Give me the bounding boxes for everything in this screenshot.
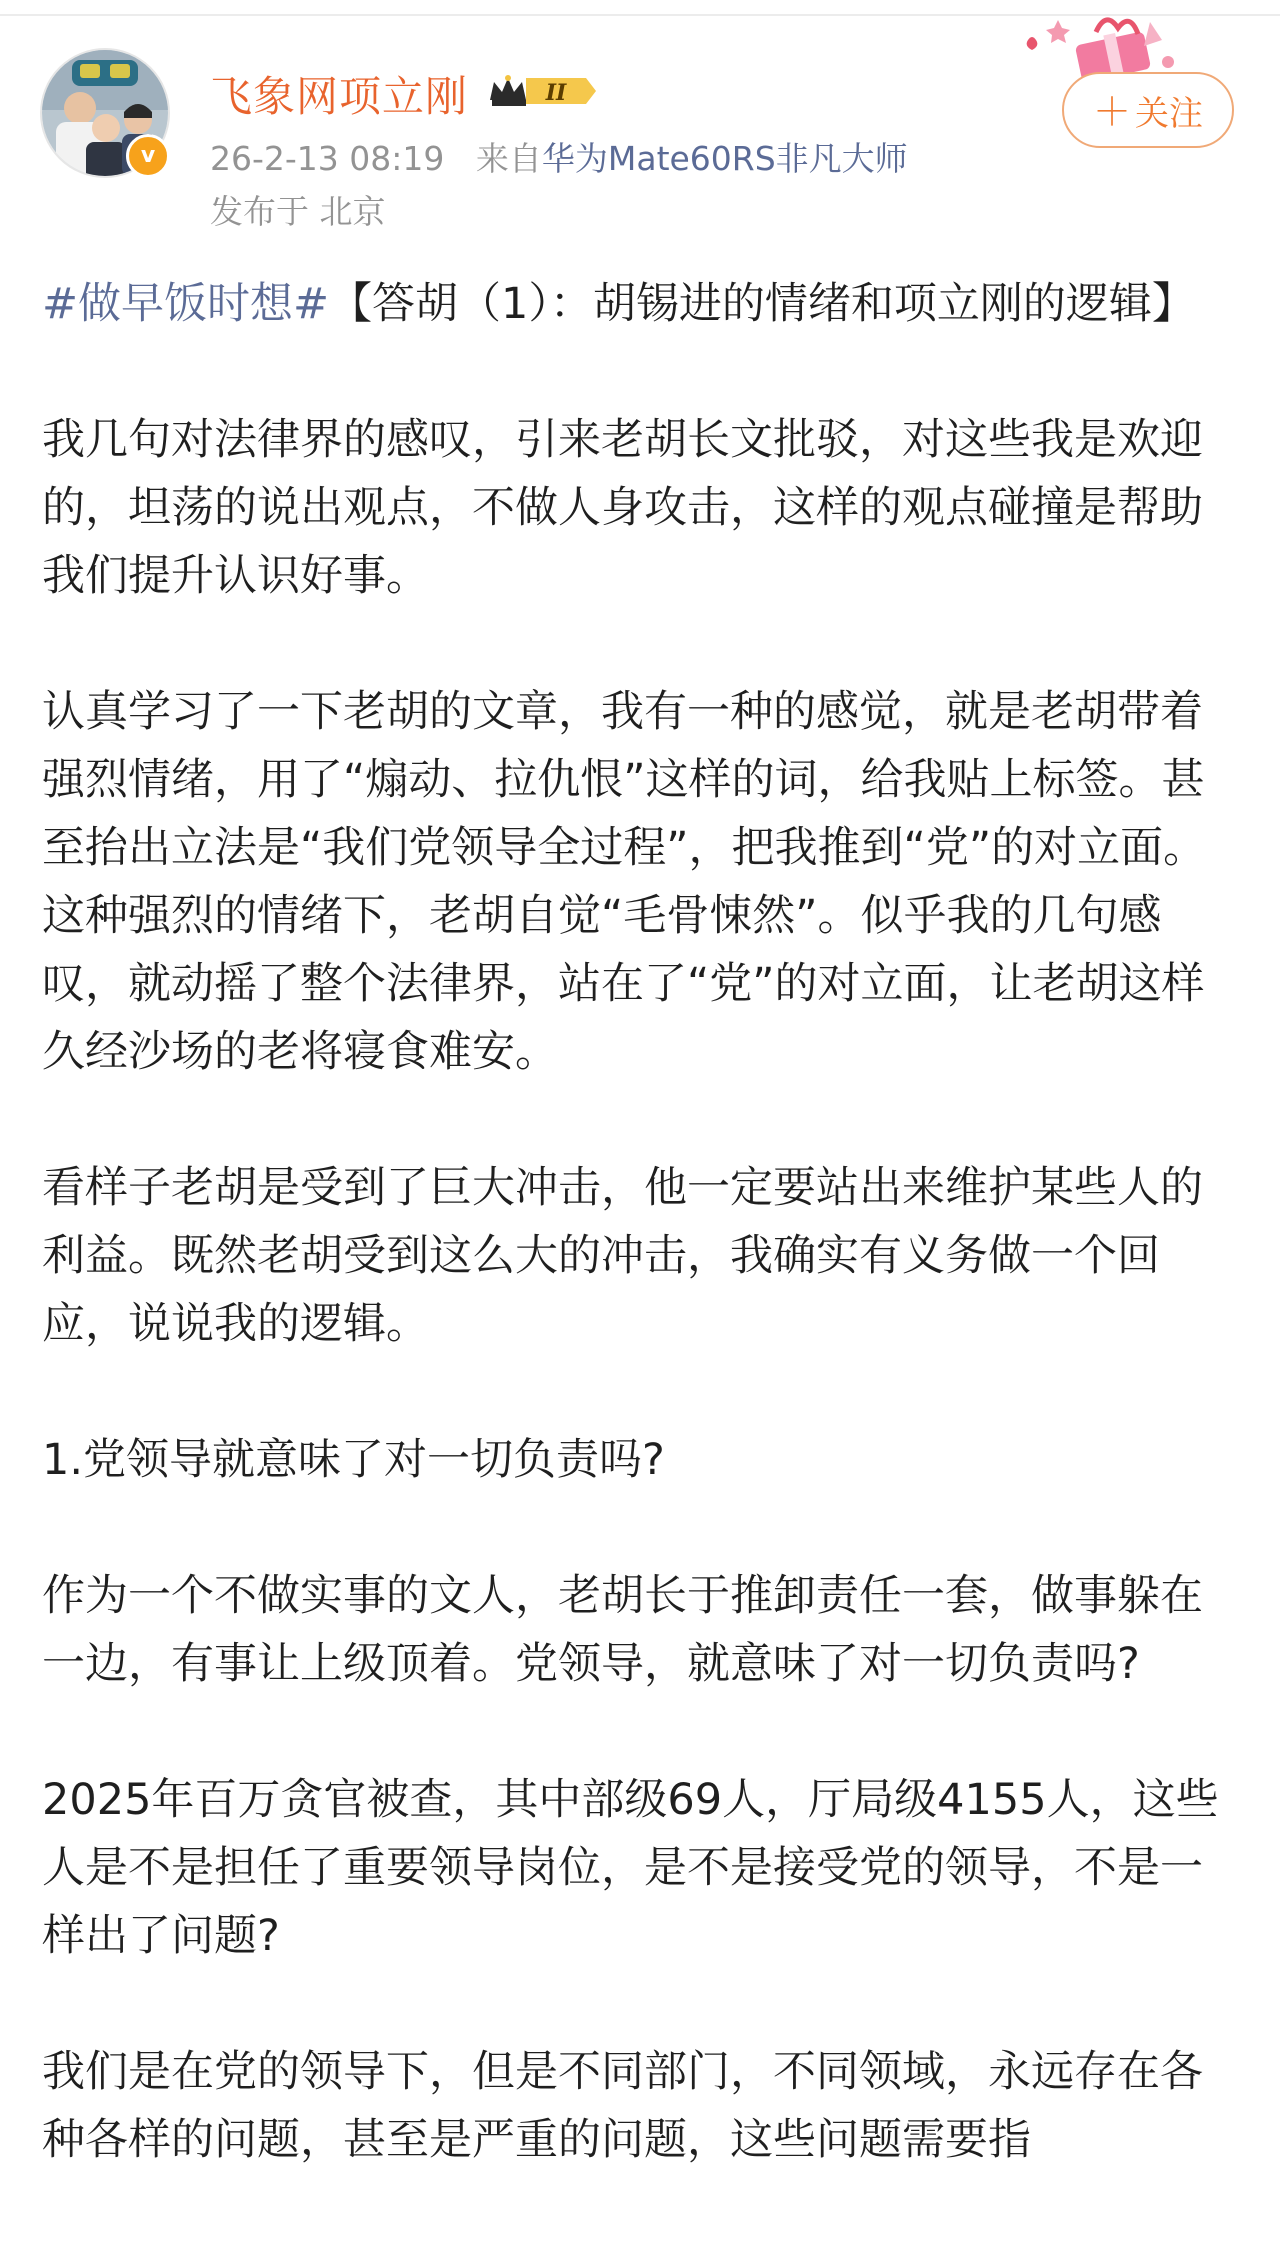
post-paragraph: 认真学习了一下老胡的文章，我有一种的感觉，就是老胡带着强烈情绪，用了“煽动、拉仇恨”这样的词，给我贴上标签。甚至抬出立法是“我们党领导全过程”，把我推到“党”的对立面。这种强烈的情绪下，老胡自觉“毛骨悚然”。似乎我的几句感叹，就动摇了整个法律界，站在了“党”的对立面，让老胡这样久经沙场的老将寝食难安。 (42, 687, 1207, 1077)
topic-tag-link[interactable]: #做早饭时想# (42, 279, 330, 329)
post-location: 发布于 北京 (210, 192, 386, 231)
member-level-badge-icon[interactable] (486, 70, 600, 112)
post-paragraph: 2025年百万贪官被查，其中部级69人，厅局级4155人，这些人是不是担任了重要领导岗位，是不是接受党的领导，不是一样出了问题? (42, 1775, 1219, 1961)
post-paragraph: 我几句对法律界的感叹，引来老胡长文批驳，对这些我是欢迎的，坦荡的说出观点，不做人身攻击，这样的观点碰撞是帮助我们提升认识好事。 (42, 415, 1203, 601)
post-paragraph: 我们是在党的领导下，但是不同部门，不同领域，永远存在各种各样的问题，甚至是严重的问题，这些问题需要指 (42, 2047, 1203, 2165)
avatar[interactable] (40, 48, 170, 178)
post-paragraph: 看样子老胡是受到了巨大冲击，他一定要站出来维护某些人的利益。既然老胡受到这么大的冲击，我确实有义务做一个回应，说说我的逻辑。 (42, 1163, 1203, 1349)
post-body (42, 270, 1242, 2242)
source-device-link[interactable]: 华为Mate60RS非凡大师 (541, 139, 908, 178)
headline-text: 【答胡（1）：胡锡进的情绪和项立刚的逻辑】 (329, 279, 1195, 329)
verified-badge-icon: v (126, 134, 170, 178)
post-paragraph: 作为一个不做实事的文人，老胡长于推卸责任一套，做事躲在一边，有事让上级顶着。党领导，就意味了对一切负责吗? (42, 1571, 1203, 1689)
gift-decoration-icon (1018, 10, 1186, 80)
follow-label: 关注 (1135, 94, 1203, 134)
member-level-text: II (545, 80, 567, 106)
post-timestamp: 26-2-13 08:19 (210, 139, 445, 178)
post-headline (42, 270, 1242, 338)
username[interactable]: 飞象网项立刚 (210, 72, 469, 121)
follow-button[interactable] (1062, 72, 1234, 148)
plus-icon: ＋ (1092, 90, 1131, 134)
source-prefix: 来自 (475, 139, 542, 178)
post-meta (210, 133, 908, 180)
post-paragraph: 1.党领导就意味了对一切负责吗? (42, 1435, 665, 1485)
